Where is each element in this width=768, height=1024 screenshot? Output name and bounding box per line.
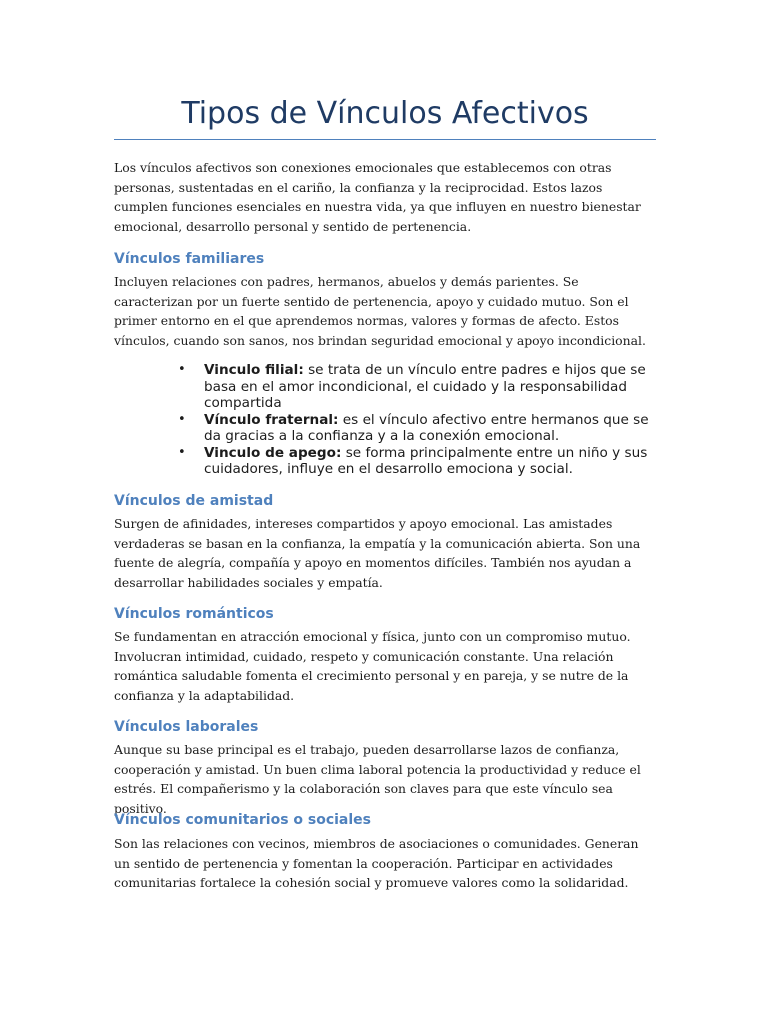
section-familiares [114,249,656,269]
bullet-list [114,362,656,478]
section-romanticos [114,604,656,624]
bullet-icon: • [178,411,186,427]
title-underline [114,139,656,140]
bullet-icon: • [178,362,186,377]
bullet-text: se forma principalmente entre un niño y sus cuidadores, influye en el desarrollo emociona y social. [204,444,648,477]
section-comunitarios [114,810,656,830]
bullet-text: se trata de un vínculo entre padres e hijos que se basa en el amor incondicional, el cuidado y la responsabilidad compartida [204,362,646,411]
section-paragraph-laborales: Aunque su base principal es el trabajo, pueden desarrollarse lazos de confianza, cooperación y amistad. Un buen clima laboral potencia la productividad y reduce el estrés. El compañerismo y la colaboración son claves para que este vínculo sea positivo. [114,742,641,816]
list-item [114,412,656,445]
section-amistad [114,491,656,511]
section-paragraph-amistad: Surgen de afinidades, intereses compartidos y apoyo emocional. Las amistades verdaderas se basan en la confianza, la empatía y la comunicación abierta. Son una fuente de alegría, compañía y apoyo en momentos difíciles. También nos ayudan a desarrollar habilidades sociales y empatía. [114,516,641,590]
section-heading: Vínculos laborales [114,719,259,735]
bullet-term: Vinculo de apego: [204,444,342,461]
section-heading: Vínculos de amistad [114,493,274,509]
list-item [114,362,656,412]
page-title: Tipos de Vínculos Afectivos [181,96,589,131]
intro-paragraph: Los vínculos afectivos son conexiones emocionales que establecemos con otras personas, sustentadas en el cariño, la confianza y la reciprocidad. Estos lazos cumplen funciones esenciales en nuestra vida, ya que influyen en nuestro bienestar emocional, desarrollo personal y sentido de pertenencia. [114,160,641,234]
section-laborales [114,717,656,737]
section-heading: Vínculos comunitarios o sociales [114,812,372,828]
section-heading: Vínculos románticos [114,606,274,622]
section-paragraph-familiares: Incluyen relaciones con padres, hermanos, abuelos y demás parientes. Se caracterizan por un fuerte sentido de pertenencia, apoyo y cuidado mutuo. Son el primer entorno en el que aprendemos normas, valores y formas de afecto. Estos vínculos, cuando son sanos, nos brindan seguridad emocional y apoyo incondicional. [114,274,646,348]
bullet-term: Vinculo filial: [204,362,304,378]
section-heading: Vínculos familiares [114,251,265,267]
bullet-term: Vínculo fraternal: [204,411,339,428]
section-paragraph-romanticos: Se fundamentan en atracción emocional y física, junto con un compromiso mutuo. Involucran intimidad, cuidado, respeto y comunicación constante. Una relación romántica saludable fomenta el crecimiento personal y en pareja, y se nutre de la confianza y la adaptabilidad. [114,629,631,703]
bullet-text: es el vínculo afectivo entre hermanos que se da gracias a la confianza y a la conexión emocional. [204,411,649,444]
bullet-icon: • [178,444,186,460]
section-paragraph-comunitarios: Son las relaciones con vecinos, miembros de asociaciones o comunidades. Generan un sentido de pertenencia y fomentan la cooperación. Participar en actividades comunitarias fortalece la cohesión social y promueve valores como la solidaridad. [114,836,639,890]
list-item [114,445,656,478]
